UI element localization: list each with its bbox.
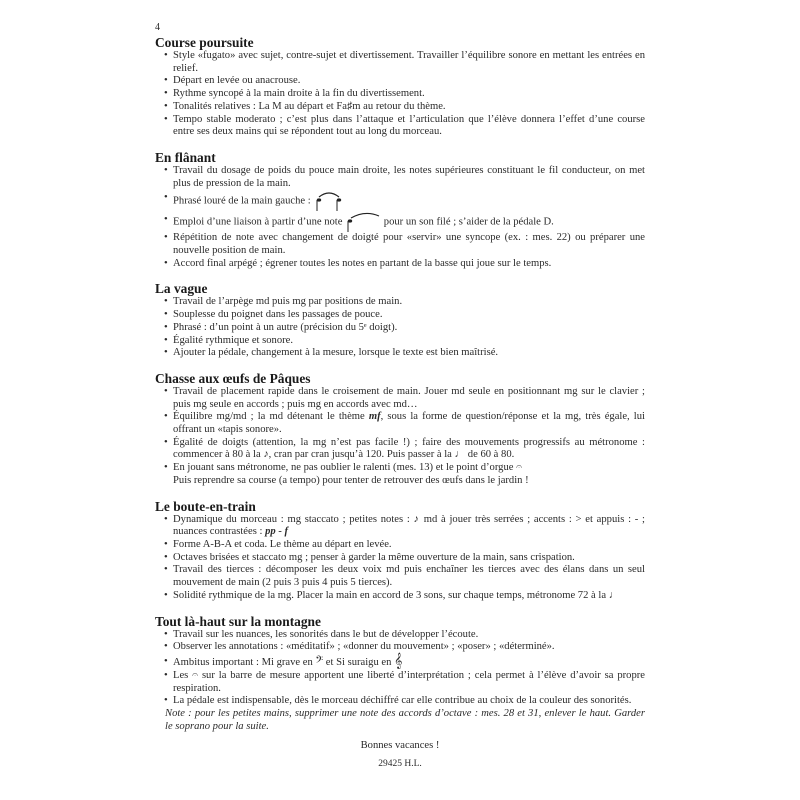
list-item [165, 514, 645, 539]
footer-code: 29425 H.L. [378, 759, 422, 770]
bullet-list [155, 296, 645, 360]
bullet-list [155, 50, 645, 139]
item-text: de 60 à 80. [467, 449, 515, 461]
fermata-icon: 𝄐 [516, 462, 523, 474]
section-tout-la-haut [155, 614, 645, 734]
list-item: • Phrasé : d’un point à un autre (précision du 5ᵉ doigt). [165, 322, 645, 335]
item-text: md à jouer très serrées ; accents : > et appuis : - ; nuances contrastées : [173, 513, 645, 538]
list-item [165, 437, 645, 462]
bass-clef-icon: 𝄢 [315, 653, 324, 668]
page-number: 4 [155, 22, 160, 33]
item-text: Dynamique du morceau : mg staccato ; petites notes : [173, 513, 410, 525]
section-title: Le boute-en-train [155, 498, 256, 514]
bullet-list [155, 165, 645, 271]
dynamic-pp-f-icon: pp - f [265, 526, 289, 538]
item-text: En jouant sans métronome, ne pas oublier le ralenti (mes. 13) et le point d’orgue [173, 462, 514, 474]
item-text: Phrasé louré de la main gauche : [173, 195, 311, 207]
section-boute-en-train [155, 499, 645, 603]
list-item: • Travail du dosage de poids du pouce main droite, les notes supérieures constituant le fil conducteur, on met plus de pression de la main. [165, 165, 645, 190]
half-note-icon: ♩ [608, 589, 620, 601]
section-title: Tout là-haut sur la montagne [155, 613, 321, 629]
tied-note-icon [345, 212, 381, 232]
fermata-icon: 𝄐 [192, 669, 199, 681]
list-item: • Égalité rythmique et sonore. [165, 335, 645, 348]
list-item: • Forme A-B-A et coda. Le thème au départ en levée. [165, 539, 645, 552]
list-item: • Répétition de note avec changement de doigté pour «servir» une syncope (ex. : mes. 22) ou préparer une nouvelle position de main. [165, 232, 645, 257]
list-item: • Travail des tierces : décomposer les deux voix md puis enchaîner les tierces avec des élans dans un seul mouvement de main (2 puis 3 puis 4 puis 5 tierces). [165, 564, 645, 589]
list-item [165, 212, 645, 232]
item-text: Solidité rythmique de la mg. Placer la main en accord de 3 sons, sur chaque temps, métronome 72 à la [173, 589, 607, 601]
list-item: • Travail sur les nuances, les sonorités dans le but de développer l’écoute. [165, 629, 645, 642]
list-item [165, 654, 645, 670]
half-note-icon: ♩ [454, 449, 466, 461]
list-item: • Rythme syncopé à la main droite à la fin du divertissement. [165, 88, 645, 101]
list-item: • La pédale est indispensable, dès le morceau déchiffré car elle contribue au choix de la couleur des sonorités. [165, 695, 645, 708]
list-item: • Observer les annotations : «méditatif» ; «donner du mouvement» ; «poser» ; «déterminé». [165, 641, 645, 654]
item-text: pour un son filé ; s’aider de la pédale D. [383, 216, 554, 228]
list-item: • Souplesse du poignet dans les passages de pouce. [165, 309, 645, 322]
eighth-note-icon: ♪ [263, 449, 269, 461]
bullet-list [155, 629, 645, 709]
item-text: , sous la forme de question/réponse et la mg, très égale, lui offrant un «tapis sonore». [173, 411, 645, 436]
item-text: Égalité de doigts (attention, la mg n’est pas facile !) ; faire des mouvements progressifs au métronome : commencer à 80 à la [173, 436, 645, 461]
list-item [165, 670, 645, 695]
item-text: sur la barre de mesure apportent une liberté d’interprétation ; cela permet à l’élève d’avoir sa propre respiration. [173, 669, 645, 694]
item-text: et Si suraigu en [325, 656, 392, 668]
treble-clef-icon: 𝄞 [394, 652, 403, 669]
section-title: La vague [155, 281, 208, 297]
section-title: En flânant [155, 149, 216, 165]
list-item: • Travail de placement rapide dans le croisement de main. Jouer md seule en positionnant mg sur le clavier ; puis mg seule en accords ; puis mg en accords avec md… [165, 386, 645, 411]
section-title: Chasse aux œufs de Pâques [155, 370, 311, 386]
item-text: Ambitus important : Mi grave en [173, 656, 313, 668]
list-item: • Style «fugato» avec sujet, contre-sujet et divertissement. Travailler l’équilibre sonore en mettant les entrées en relief. [165, 50, 645, 75]
section-course-poursuite [155, 35, 645, 139]
closing-text: Bonnes vacances ! [360, 740, 440, 752]
item-text: Emploi d’une liaison à partir d’une note [173, 216, 343, 228]
list-item: • Travail de l’arpège md puis mg par positions de main. [165, 296, 645, 309]
bullet-list [155, 514, 645, 603]
note-text: Note : pour les petites mains, supprimer une note des accords d’octave : mes. 28 et 31, enlever le haut. Garder le soprano pour la suite. [165, 708, 645, 732]
page-content [155, 22, 645, 769]
section-la-vague [155, 281, 645, 360]
list-item: • Ajouter la pédale, changement à la mesure, lorsque le texte est bien maîtrisé. [165, 347, 645, 360]
item-text: , cran par cran jusqu’à 120. Puis passer à la [268, 449, 452, 461]
item-text: Équilibre mg/md ; la md détenant le thème [173, 411, 365, 423]
bullet-list [155, 386, 645, 488]
list-item: • Tonalités relatives : La M au départ et Fa♯m au retour du thème. [165, 101, 645, 114]
list-item: • Départ en levée ou anacrouse. [165, 75, 645, 88]
grace-note-icon: ♪ [413, 513, 420, 525]
section-chasse-aux-oeufs [155, 371, 645, 488]
list-item [165, 590, 645, 603]
list-item [165, 190, 645, 212]
item-text: Les [173, 669, 189, 681]
list-item: • Octaves brisées et staccato mg ; penser à garder la même ouverture de la main, sans crispation. [165, 552, 645, 565]
slurred-notes-icon [313, 190, 345, 212]
list-item [165, 411, 645, 436]
section-title: Course poursuite [155, 35, 254, 50]
list-item: • Tempo stable moderato ; c’est plus dans l’attaque et l’articulation que l’élève donnera l’effet d’une course entre ses deux mains qui se répondent tout au long du morceau. [165, 114, 645, 139]
section-en-flanant [155, 150, 645, 271]
list-item [165, 462, 645, 487]
dynamic-mf-icon: mf [368, 411, 381, 423]
list-item: • Accord final arpégé ; égrener toutes les notes en partant de la basse qui joue sur le temps. [165, 258, 645, 271]
item-text: Puis reprendre sa course (a tempo) pour tenter de retrouver des œufs dans le jardin ! [173, 474, 529, 486]
